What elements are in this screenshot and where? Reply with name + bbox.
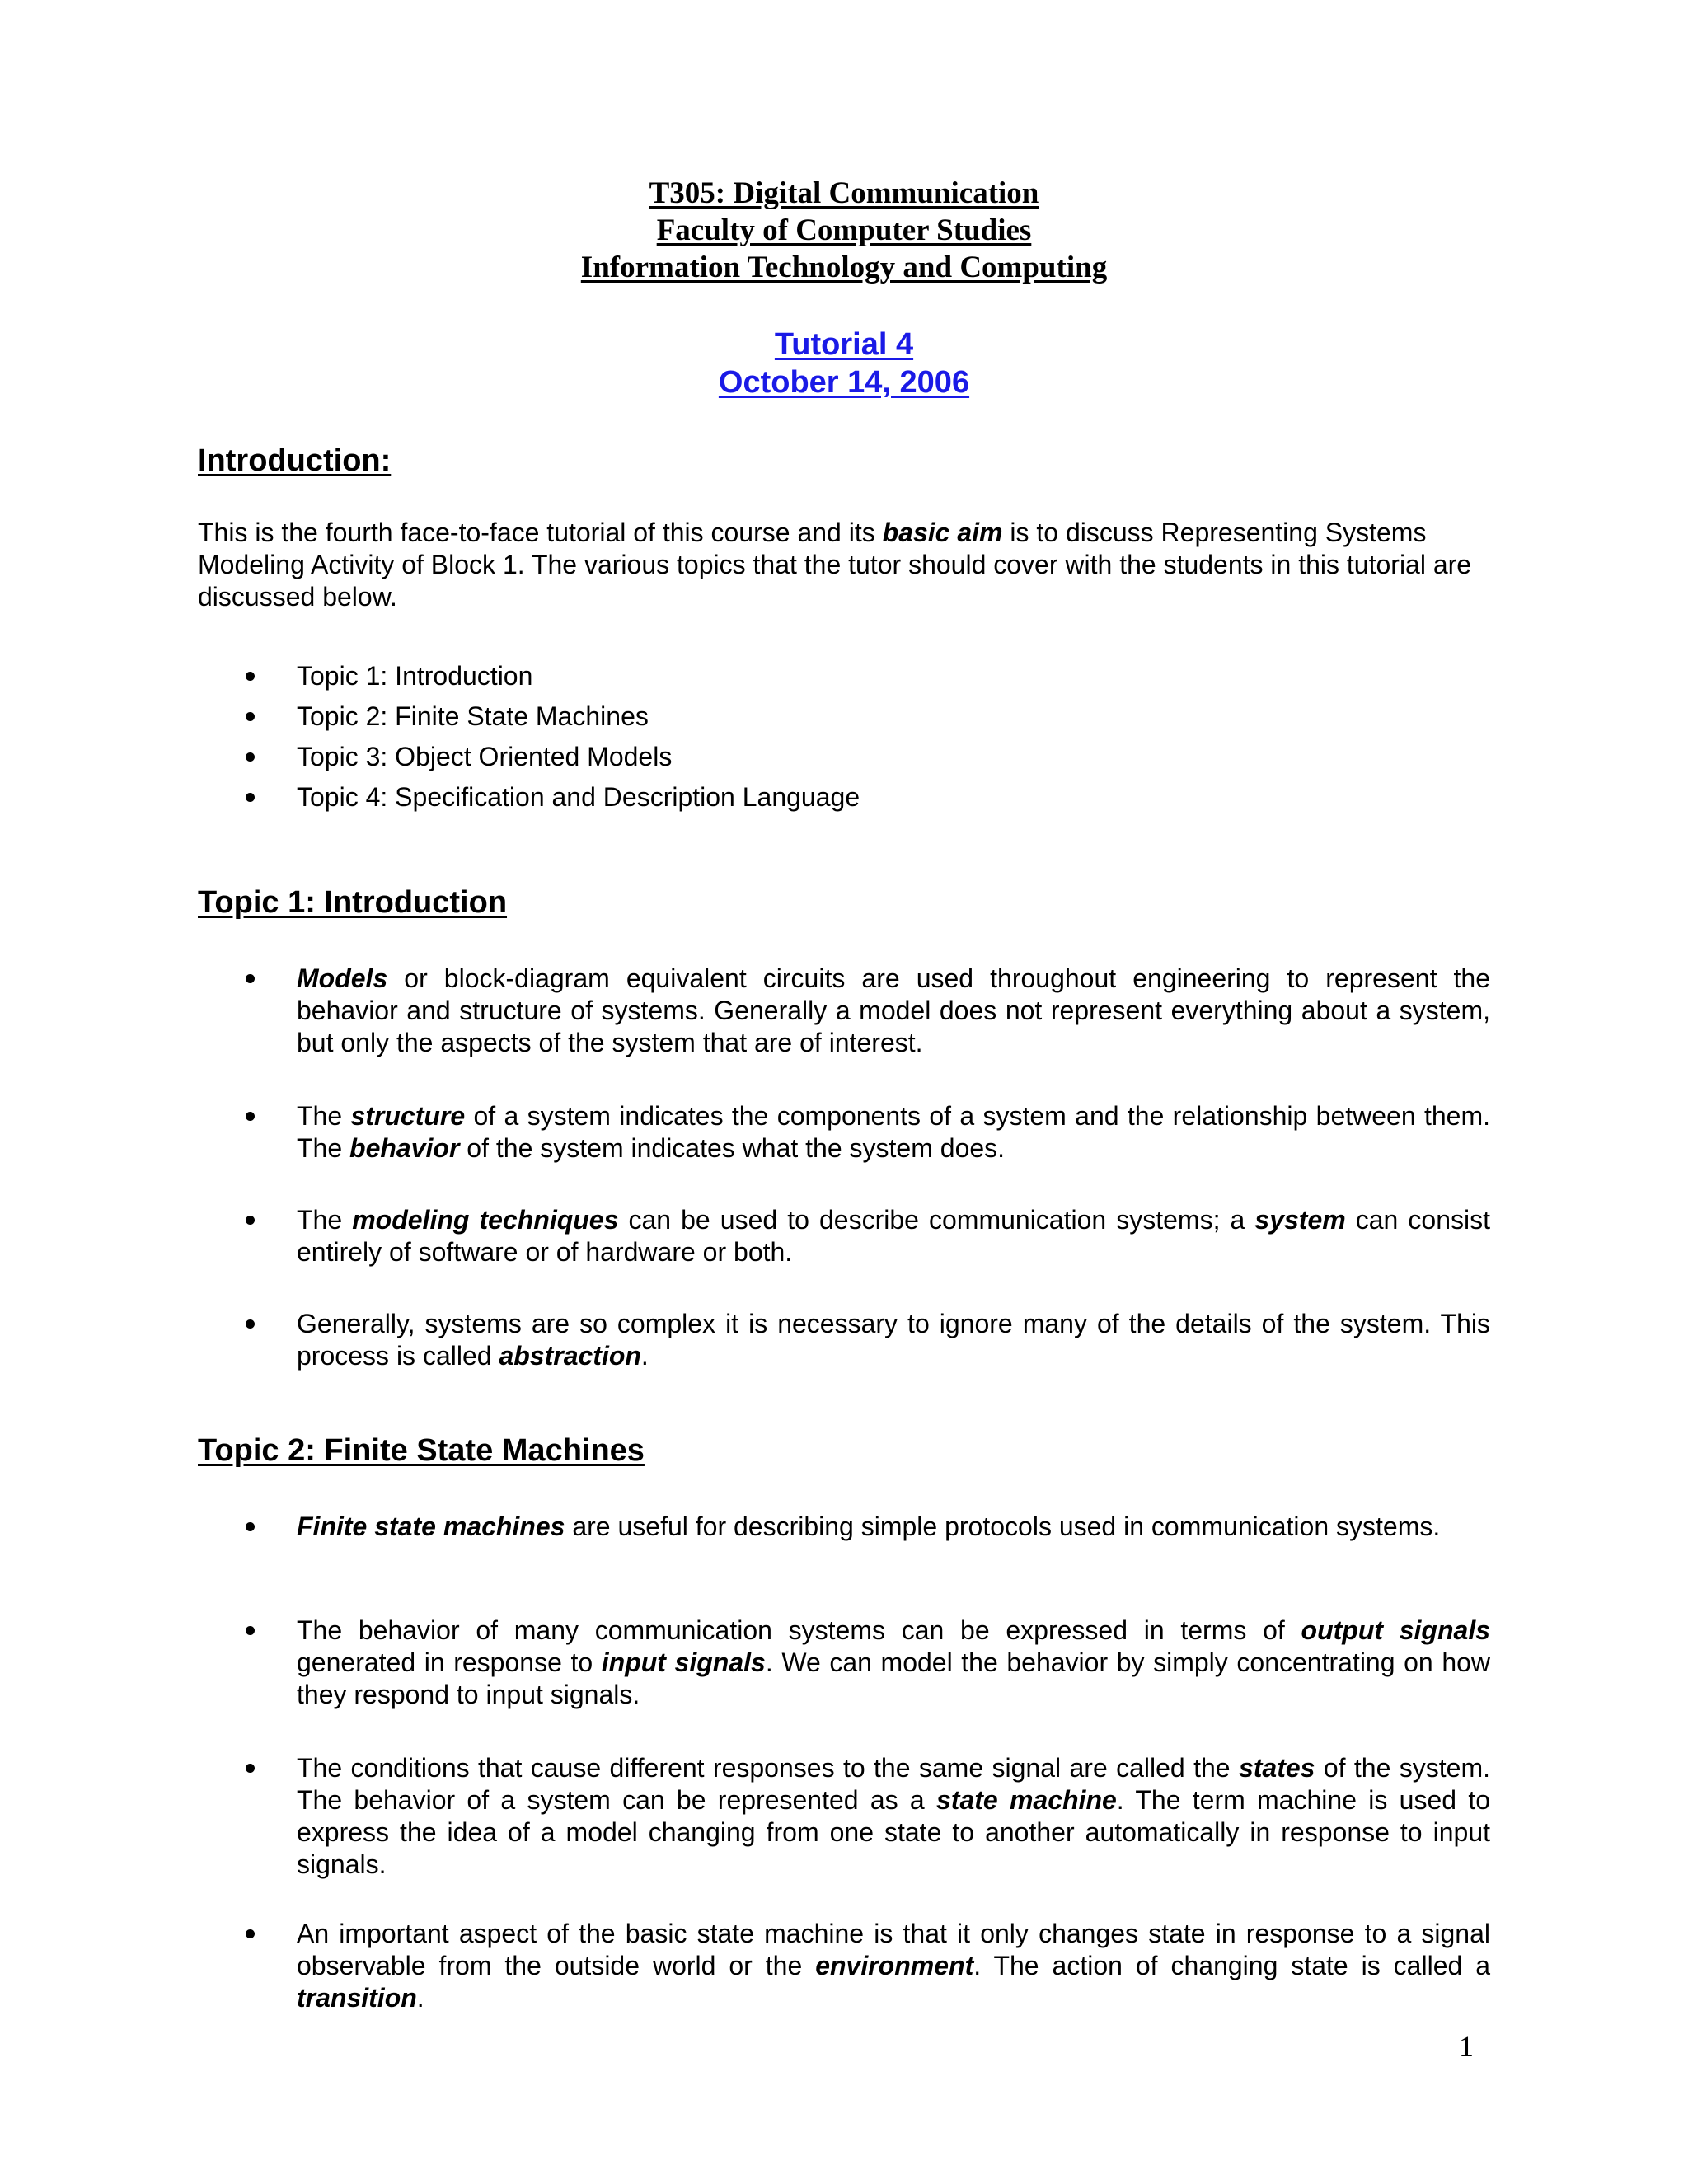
intro-paragraph xyxy=(198,517,1490,613)
bullet-text xyxy=(297,1101,1490,1163)
topic2-bullet-1 xyxy=(198,1511,1490,1543)
bullet-text-part: . We can model the behavior by simply concentrating on how they respond to input signals. xyxy=(297,1647,1491,1709)
term-modeling-techniques: modeling techniques xyxy=(352,1205,619,1235)
bullet-icon xyxy=(246,1112,255,1121)
topic2-bullet-2 xyxy=(198,1615,1490,1711)
topic-list xyxy=(198,660,1490,822)
bullet-text xyxy=(297,963,1490,1057)
bullet-icon xyxy=(246,974,255,983)
topic-list-item-text: Topic 2: Finite State Machines xyxy=(297,701,649,731)
bullet-icon xyxy=(246,672,255,681)
topic-list-block xyxy=(198,660,1490,822)
faculty-name: Faculty of Computer Studies xyxy=(656,213,1032,247)
bullet-text-part: The xyxy=(297,1101,351,1131)
term-input-signals: input signals xyxy=(601,1647,766,1677)
term-state-machine: state machine xyxy=(935,1785,1117,1815)
topic2-bullet-list-4 xyxy=(198,1918,1490,2014)
term-structure: structure xyxy=(350,1101,466,1131)
topic2-bullet-list-3 xyxy=(198,1752,1490,1881)
bullet-text-part: An important aspect of the basic state machine is that it only changes state in response to a signal observable from the outside world or the xyxy=(297,1919,1490,1980)
topic1-heading-block xyxy=(198,883,1490,921)
tutorial-title-link[interactable]: Tutorial 4 xyxy=(774,327,914,362)
bullet-icon xyxy=(246,793,255,802)
intro-section xyxy=(198,442,1490,480)
bullet-icon xyxy=(246,1626,255,1635)
term-behavior: behavior xyxy=(349,1133,460,1163)
bullet-text-part: The xyxy=(297,1205,353,1235)
term-abstraction: abstraction xyxy=(499,1341,641,1371)
topic-list-item xyxy=(198,701,1490,741)
bullet-text-part: can consist entirely of software or of hardware or both. xyxy=(297,1205,1491,1267)
bullet-text-part: can be used to describe communication systems; a xyxy=(618,1205,1255,1235)
bullet-text-part: . xyxy=(640,1341,649,1371)
topic1-bullet-list xyxy=(198,963,1490,1059)
bullet-icon xyxy=(246,1764,255,1773)
topic-list-item xyxy=(198,781,1490,822)
intro-text-1: This is the fourth face-to-face tutorial of this course and its xyxy=(198,518,883,547)
topic2-heading-block xyxy=(198,1432,1490,1469)
term-states: states xyxy=(1238,1753,1315,1783)
topic1-bullet-1 xyxy=(198,963,1490,1059)
bullet-text-part: generated in response to xyxy=(297,1647,602,1677)
page-number: 1 xyxy=(1459,2030,1474,2063)
term-system: system xyxy=(1254,1205,1346,1235)
topic2-heading: Topic 2: Finite State Machines xyxy=(198,1433,645,1468)
topic2-bullet-4 xyxy=(198,1918,1490,2014)
bullet-icon xyxy=(246,752,255,762)
term-environment: environment xyxy=(815,1951,974,1980)
topic1-bullet-4 xyxy=(198,1308,1490,1372)
topic-list-item-text: Topic 3: Object Oriented Models xyxy=(297,742,673,771)
term-transition: transition xyxy=(297,1983,417,2013)
topic2-bullet-list xyxy=(198,1511,1490,1543)
topic1-bullet-list-3 xyxy=(198,1204,1490,1268)
topic1-bullet-list-4 xyxy=(198,1308,1490,1372)
term-models: Models xyxy=(297,963,388,993)
topic-list-item xyxy=(198,660,1490,701)
bullet-text-part: of the system indicates what the system does. xyxy=(459,1133,1006,1163)
term-output-signals: output signals xyxy=(1301,1615,1491,1645)
bullet-text-part: or block-diagram equivalent circuits are used throughout engineering to represent the behavior and structure of systems. Generally a model does not represent everything about a system, but only the aspects of the system that are of interest. xyxy=(297,963,1490,1057)
term-finite-state-machines: Finite state machines xyxy=(297,1511,565,1541)
bullet-text xyxy=(297,1205,1490,1267)
bullet-text-part: of the system. The behavior of a system can be represented as a xyxy=(297,1753,1491,1815)
intro-text-2: is to discuss Representing Systems Modeling Activity of Block 1. The various topics that the tutor should cover with the students in this tutorial are discussed below. xyxy=(198,518,1472,612)
bullet-text-part: . The action of changing state is called a xyxy=(973,1951,1491,1980)
topic-list-item xyxy=(198,741,1490,781)
tutorial-date-link[interactable]: October 14, 2006 xyxy=(718,365,970,400)
intro-heading: Introduction: xyxy=(198,443,392,478)
bullet-text-part: . The term machine is used to express the idea of a model changing from one state to another automatically in response to input signals. xyxy=(297,1785,1491,1879)
bullet-text-part: The behavior of many communication systems can be expressed in terms of xyxy=(297,1615,1301,1645)
bullet-text xyxy=(297,1615,1490,1709)
bullet-text xyxy=(297,1919,1490,2013)
bullet-text-part: of a system indicates the components of a system and the relationship between them. The xyxy=(297,1101,1491,1163)
bullet-text-part: are useful for describing simple protocols used in communication systems. xyxy=(565,1511,1441,1541)
bullet-text xyxy=(297,1309,1490,1371)
topic1-bullet-2 xyxy=(198,1100,1490,1165)
topic1-bullet-list-2 xyxy=(198,1100,1490,1165)
topic-list-item-text: Topic 4: Specification and Description Language xyxy=(297,782,860,812)
topic2-bullet-list-2 xyxy=(198,1615,1490,1711)
course-title: T305: Digital Communication xyxy=(649,176,1039,210)
bullet-icon xyxy=(246,712,255,721)
intro-paragraph-block xyxy=(198,517,1490,613)
topic1-heading: Topic 1: Introduction xyxy=(198,885,508,920)
topic-list-item-text: Topic 1: Introduction xyxy=(297,661,533,691)
document-header xyxy=(0,175,1688,286)
bullet-text-part: The conditions that cause different responses to the same signal are called the xyxy=(297,1753,1239,1783)
intro-emphasis: basic aim xyxy=(882,518,1003,547)
topic2-bullet-3 xyxy=(198,1752,1490,1881)
topic1-bullet-3 xyxy=(198,1204,1490,1268)
bullet-icon xyxy=(246,1319,255,1329)
bullet-text xyxy=(297,1753,1490,1879)
program-name: Information Technology and Computing xyxy=(580,251,1108,284)
bullet-text xyxy=(297,1511,1440,1541)
bullet-text-part: Generally, systems are so complex it is necessary to ignore many of the details of the system. This process is called xyxy=(297,1309,1490,1371)
tutorial-header xyxy=(0,326,1688,401)
bullet-icon xyxy=(246,1522,255,1531)
bullet-icon xyxy=(246,1929,255,1938)
bullet-icon xyxy=(246,1216,255,1225)
bullet-text-part: . xyxy=(416,1983,424,2013)
